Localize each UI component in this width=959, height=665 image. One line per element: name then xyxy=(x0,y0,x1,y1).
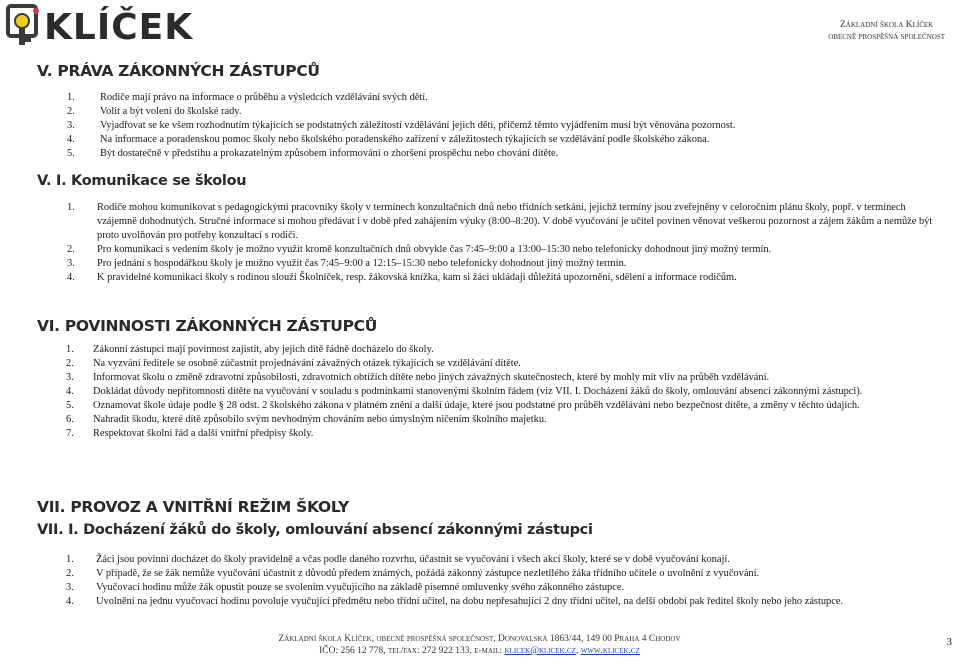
list-item xyxy=(66,581,936,595)
item-text: Dokládat důvody nepřítomnosti dítěte na vyučování v souladu s podmínkami stanovenými školním řádem (viz VII. I. Docházení žáků do školy, omlouvání absencí zákonnými zástupci). xyxy=(93,386,863,397)
item-text: Na informace a poradenskou pomoc školy nebo školského poradenského zařízení v záležitostech týkajících se vzdělávání podle školského zákona. xyxy=(100,134,710,145)
footer-contact-text: IČO: 256 12 778, tel/fax: 272 922 133, e-mail: xyxy=(319,646,505,656)
item-text: Informovat školu o změně zdravotní způsobilosti, zdravotních obtížích dítěte nebo jiných závažných skutečnostech, které by mohly mít vliv na průběh vzdělávání. xyxy=(93,372,770,383)
list-item xyxy=(67,91,927,105)
section-title-vi: VI. POVINNOSTI ZÁKONNÝCH ZÁSTUPCŮ xyxy=(37,317,378,335)
key-logo-icon xyxy=(6,3,46,49)
section-title-vii-i: VII. I. Docházení žáků do školy, omlouvání absencí zákonnými zástupci xyxy=(37,522,593,538)
item-number: 4. xyxy=(67,134,75,145)
item-number: 1. xyxy=(67,202,75,213)
section-title-v: V. PRÁVA ZÁKONNÝCH ZÁSTUPCŮ xyxy=(37,62,320,80)
item-number: 3. xyxy=(66,372,74,383)
footer-email-link[interactable]: klicek@klicek.cz xyxy=(504,646,576,656)
logo-text: KLÍČEK xyxy=(44,7,194,48)
item-number: 5. xyxy=(66,400,74,411)
section-title-vii: VII. PROVOZ A VNITŘNÍ REŽIM ŠKOLY xyxy=(37,498,349,516)
item-text: Volit a být voleni do školské rady. xyxy=(100,106,242,117)
item-text: Rodiče mají právo na informace o průběhu a výsledcích vzdělávání svých dětí. xyxy=(100,92,428,103)
item-text: Zákonní zástupci mají povinnost zajistit, aby jejich dítě řádně docházelo do školy. xyxy=(93,344,434,355)
item-text: Pro jednání s hospodářkou školy je možno využít čas 7:45–9:00 a 12:15–15:30 nebo telefonicky dohodnout jiný možný termín. xyxy=(97,258,627,269)
item-number: 6. xyxy=(66,414,74,425)
item-text: Pro komunikaci s vedením školy je možno využít kromě konzultačních dnů obvykle čas 7:45–9:00 a 13:00–15:30 nebo telefonicky dohodnout jiný možný termín. xyxy=(97,244,772,255)
item-text: Být dostatečně v předstihu a prokazatelným způsobem informováni o zhoršení prospěchu nebo chování dítěte. xyxy=(100,148,559,159)
school-org-type: obecně prospěšná společnost xyxy=(828,32,945,42)
item-number: 3. xyxy=(66,582,74,593)
list-item xyxy=(66,399,946,413)
item-number: 3. xyxy=(67,120,75,131)
list-item xyxy=(67,105,927,119)
list-item xyxy=(67,271,947,285)
item-number: 2. xyxy=(67,106,75,117)
list-item xyxy=(67,243,947,257)
school-logo xyxy=(6,3,194,53)
list-section-v xyxy=(67,91,927,161)
item-number: 4. xyxy=(67,272,75,283)
item-text: K pravidelné komunikaci školy s rodinou slouží Školníček, resp. žákovská knížka, kam si žáci ukládají důležitá upozornění, sdělení a informace rodičům. xyxy=(97,272,737,283)
item-number: 7. xyxy=(66,428,74,439)
list-item xyxy=(67,119,927,133)
section-title-v-i: V. I. Komunikace se školou xyxy=(37,173,247,189)
item-number: 3. xyxy=(67,258,75,269)
item-number: 2. xyxy=(67,244,75,255)
page-footer xyxy=(0,633,959,657)
list-item xyxy=(67,133,927,147)
list-item xyxy=(66,385,946,399)
item-number: 4. xyxy=(66,386,74,397)
item-number: 1. xyxy=(66,344,74,355)
list-item xyxy=(67,201,947,243)
item-text: Vyučovací hodinu může žák opustit pouze se svolením vyučujícího na základě písemné omluvenky svého zákonného zástupce. xyxy=(96,582,625,593)
item-text: Respektovat školní řád a další vnitřní předpisy školy. xyxy=(93,428,314,439)
list-item xyxy=(66,595,936,609)
item-number: 4. xyxy=(66,596,74,607)
school-header xyxy=(828,19,945,43)
footer-separator: , xyxy=(575,646,581,656)
page-number: 3 xyxy=(946,636,952,648)
footer-address: Základní škola Klíček, obecně prospěšná společnost, Donovalská 1863/44, 149 00 Praha 4 Chodov xyxy=(278,634,681,644)
list-item xyxy=(66,371,946,385)
list-item xyxy=(67,147,927,161)
item-number: 2. xyxy=(66,358,74,369)
footer-contact xyxy=(0,645,959,657)
list-item xyxy=(66,427,946,441)
list-item xyxy=(66,553,936,567)
item-text: Oznamovat škole údaje podle § 28 odst. 2 školského zákona v platném znění a další údaje, které jsou podstatné pro průběh vzdělávání nebo bezpečnost dítěte, a změny v těchto údajích. xyxy=(93,400,860,411)
item-text: Uvolnění na jednu vyučovací hodinu povoluje vyučující předmětu nebo třídní učitel, na dobu nepřesahující 2 dny třídní učitel, na delší období pak ředitel školy nebo jeho zástupce. xyxy=(96,596,844,607)
item-text: Na vyzvání ředitele se osobně zúčastnit projednávání závažných otázek týkajících se vzdělávání dítěte. xyxy=(93,358,521,369)
item-text: Nahradit škodu, které dítě způsobilo svým nevhodným chováním nebo úmyslným ničením školního majetku. xyxy=(93,414,547,425)
school-name: Základní škola Klíček xyxy=(839,20,934,30)
item-text: Vyjadřovat se ke všem rozhodnutím týkajících se podstatných záležitostí vzdělávání jejich dětí, přičemž těmto vyjádřením musí být věnována pozornost. xyxy=(100,120,736,131)
item-text: V případě, že se žák nemůže vyučování účastnit z důvodů předem známých, požádá zákonný zástupce nezletilého žáka třídního učitele o uvolnění z vyučování. xyxy=(96,568,760,579)
item-number: 5. xyxy=(67,148,75,159)
list-section-vi xyxy=(66,343,946,441)
item-number: 1. xyxy=(66,554,74,565)
item-number: 1. xyxy=(67,92,75,103)
list-item xyxy=(66,567,936,581)
list-section-v-i xyxy=(67,201,947,285)
item-number: 2. xyxy=(66,568,74,579)
list-item xyxy=(67,257,947,271)
item-text: Žáci jsou povinni docházet do školy pravidelně a včas podle daného rozvrhu, účastnit se vyučování i všech akcí školy, které se v době vyučování konají. xyxy=(96,554,730,565)
list-item xyxy=(66,357,946,371)
list-item xyxy=(66,413,946,427)
item-text: Rodiče mohou komunikovat s pedagogickými pracovníky školy v termínech konzultačních dnů nebo třídních setkání, jejichž termíny jsou zveřejněny v celoročním plánu školy, popř. v termínech vzájemně dohodnutých. Stručné informace si mohou předávat i v době před zahájením výuky (8:00–8:20). V době vyučování je učitel povinen věnovat veškerou pozornost a zájem žákům a nemůže být proto uvolňován pro potřeby konzultací s rodiči. xyxy=(97,202,933,241)
list-section-vii-i xyxy=(66,553,936,609)
footer-web-link[interactable]: www.klicek.cz xyxy=(580,646,640,656)
list-item xyxy=(66,343,946,357)
